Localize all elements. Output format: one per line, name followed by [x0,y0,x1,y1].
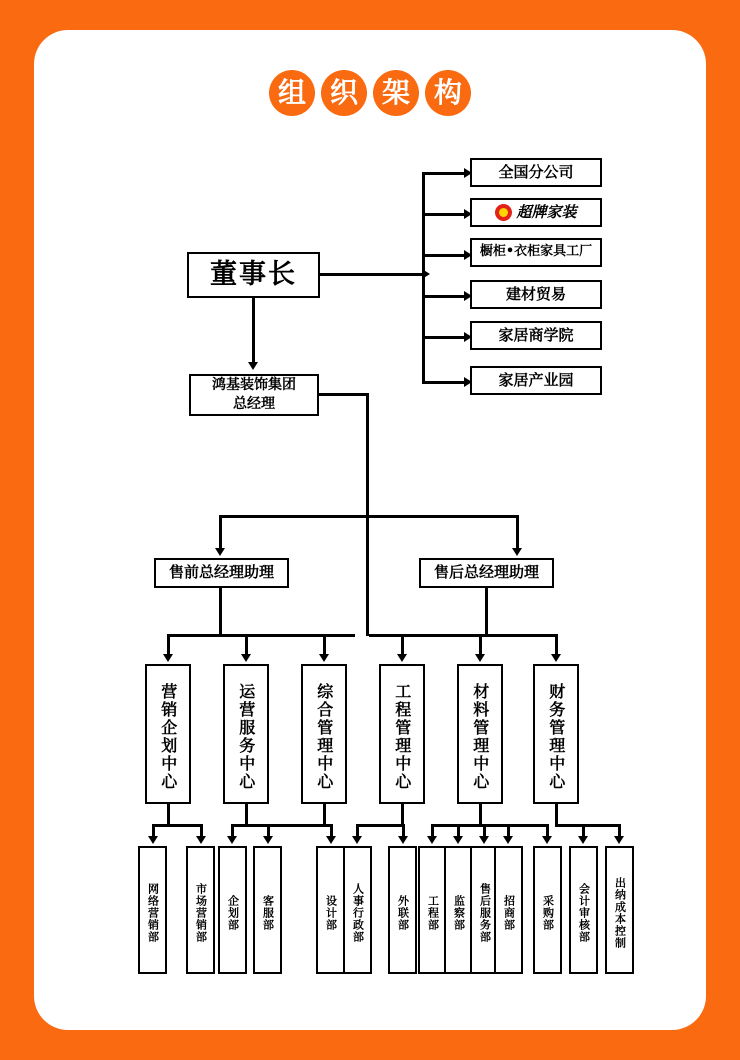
connector-center4-bus [479,824,549,827]
arrow-icon [453,836,463,844]
node-dept-customer-service: 客服部 [253,846,282,974]
arrow-icon [397,654,407,662]
node-branch-trade: 建材贸易 [470,280,602,309]
connector-branch-1 [422,213,466,216]
connector-gm-stem [366,393,369,517]
arrow-icon [241,654,251,662]
node-dept-investment: 招商部 [494,846,523,974]
arrow-icon [614,836,624,844]
node-dept-hr-admin: 人事行政部 [343,846,372,974]
connector-branch-5 [422,381,466,384]
connector-assistant-left [219,515,222,552]
node-branch-park: 家居产业园 [470,366,602,395]
connector-center3-stem [401,804,404,826]
gm-line2: 总经理 [233,396,275,412]
title-char: 组 [269,70,315,116]
connector-branch-bus [422,172,425,384]
connector-assistant-bus [219,515,519,518]
title-char: 架 [373,70,419,116]
arrow-icon [326,836,336,844]
node-center-materials: 材料管理中心 [457,664,503,804]
node-dept-planning: 企划部 [218,846,247,974]
node-dept-purchasing: 采购部 [533,846,562,974]
arrow-icon [512,548,522,556]
connector-center2-bus [356,824,404,827]
node-dept-aftersales: 售后服务部 [470,846,499,974]
node-branch-academy: 家居商学院 [470,321,602,350]
node-center-engineering: 工程管理中心 [379,664,425,804]
connector-center4-stem [479,804,482,826]
connector-center-bus-right [369,634,557,637]
connector-center5-bus [555,824,621,827]
arrow-icon [319,654,329,662]
connector-branch-0 [422,172,466,175]
arrow-icon [475,654,485,662]
node-presale-assistant: 售前总经理助理 [154,558,289,588]
connector-center2-stem [323,804,326,826]
node-dept-cashier-cost: 出纳成本控制 [605,846,634,974]
connector-center0-bus [152,824,203,827]
node-chairman: 董事长 [187,252,320,298]
node-dept-liaison: 外联部 [388,846,417,974]
connector-assistant-right [516,515,519,552]
connector-branch-4 [422,336,466,339]
node-aftersale-assistant: 售后总经理助理 [419,558,554,588]
arrow-icon [215,548,225,556]
connector-chairman-gm [252,298,255,364]
gm-line1: 鸿基装饰集团 [212,377,296,394]
node-branch-national: 全国分公司 [470,158,602,187]
node-center-finance: 财务管理中心 [533,664,579,804]
arrow-icon [263,836,273,844]
arrow-icon [578,836,588,844]
arrow-icon [479,836,489,844]
connector-center0-stem [167,804,170,826]
connector-aftersale-down [485,588,488,636]
node-branch-chaopai-label: 超牌家装 [516,202,577,221]
title-char: 构 [425,70,471,116]
connector-chairman-right [320,273,424,276]
node-center-marketing: 营销企划中心 [145,664,191,804]
chart-card [34,30,706,1030]
arrow-icon [542,836,552,844]
title-char: 织 [321,70,367,116]
node-dept-accounting-audit: 会计审核部 [569,846,598,974]
connector-presale-down [219,588,222,636]
arrow-icon [352,836,362,844]
node-dept-supervision: 监察部 [444,846,473,974]
connector-gm-through [366,518,369,636]
connector-branch-3 [422,295,466,298]
connector-center1-stem [245,804,248,826]
arrow-icon [227,836,237,844]
connector-center1-bus [231,824,333,827]
arrow-icon [427,836,437,844]
page-title [34,70,706,116]
connector-center5-stem [555,804,558,826]
arrow-icon [503,836,513,844]
node-center-operations: 运营服务中心 [223,664,269,804]
arrow-icon [398,836,408,844]
connector-branch-2 [422,254,466,257]
chaopai-logo-icon [495,204,512,221]
arrow-icon [196,836,206,844]
node-branch-factory: 橱柜•衣柜家具工厂 [470,238,602,267]
node-general-manager [189,374,319,416]
node-dept-market-marketing: 市场营销部 [186,846,215,974]
node-branch-chaopai [470,198,602,227]
connector-center-bus-left [167,634,355,637]
arrow-icon [163,654,173,662]
connector-gm-down [319,393,369,396]
arrow-icon [248,362,258,370]
node-dept-online-marketing: 网络营销部 [138,846,167,974]
node-dept-design: 设计部 [316,846,345,974]
node-dept-engineering: 工程部 [418,846,447,974]
arrow-icon [551,654,561,662]
arrow-icon [148,836,158,844]
node-center-admin: 综合管理中心 [301,664,347,804]
